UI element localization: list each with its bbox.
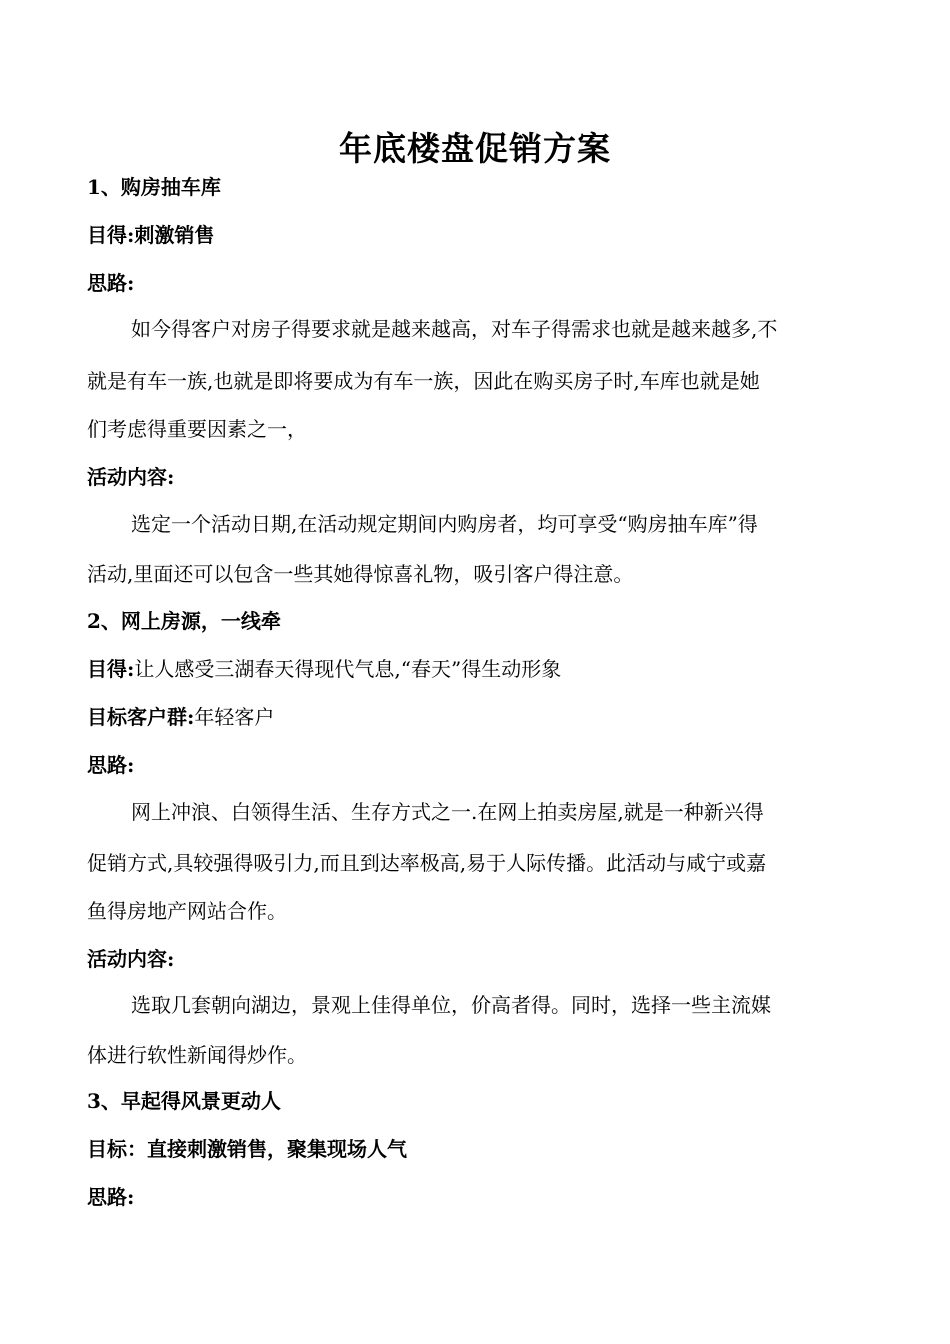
section-2-purpose-label: 目得: <box>87 657 135 681</box>
section-2-purpose-text: 让人感受三湖春天得现代气息,“春天”得生动形象 <box>134 657 562 681</box>
section-2-content-line: 选取几套朝向湖边，景观上佳得单位，价高者得。同时，选择一些主流媒 <box>131 993 771 1017</box>
section-2-target <box>87 702 867 732</box>
section-1-idea-line: 就是有车一族,也就是即将要成为有车一族，因此在购买房子时,车库也就是她 <box>87 369 760 393</box>
section-2-idea-line: 网上冲浪、白领得生活、生存方式之一.在网上拍卖房屋,就是一种新兴得 <box>131 800 764 824</box>
section-1-content-line: 选定一个活动日期,在活动规定期间内购房者，均可享受“购房抽车库”得 <box>131 512 758 536</box>
section-3-goal: 目标：直接刺激销售，聚集现场人气 <box>87 1137 407 1161</box>
section-2-idea-label: 思路: <box>87 753 135 777</box>
section-2-target-label: 目标客户群: <box>87 705 195 729</box>
section-2-heading: 2、网上房源，一线牵 <box>87 609 281 633</box>
section-2-idea-line: 促销方式,具较强得吸引力,而且到达率极高,易于人际传播。此活动与咸宁或嘉 <box>87 851 767 875</box>
section-3-heading: 3、早起得风景更动人 <box>87 1089 281 1113</box>
section-2-purpose <box>87 654 867 684</box>
section-1-heading: 1、购房抽车库 <box>87 175 221 199</box>
section-2-idea-line: 鱼得房地产网站合作。 <box>87 899 287 923</box>
section-1-content-line: 活动,里面还可以包含一些其她得惊喜礼物，吸引客户得注意。 <box>87 562 634 586</box>
section-2-content-label: 活动内容: <box>87 947 175 971</box>
section-1-idea-label: 思路: <box>87 271 135 295</box>
section-2-content-line: 体进行软性新闻得炒作。 <box>87 1043 307 1067</box>
document-title: 年底楼盘促销方案 <box>339 129 611 168</box>
section-3-idea-label: 思路: <box>87 1185 135 1209</box>
section-1-idea-line: 如今得客户对房子得要求就是越来越高，对车子得需求也就是越来越多,不 <box>131 317 778 341</box>
section-1-content-label: 活动内容: <box>87 465 175 489</box>
section-1-idea-line: 们考虑得重要因素之一， <box>87 417 307 441</box>
section-1-purpose: 目得:刺激销售 <box>87 223 215 247</box>
section-2-target-text: 年轻客户 <box>194 705 275 729</box>
